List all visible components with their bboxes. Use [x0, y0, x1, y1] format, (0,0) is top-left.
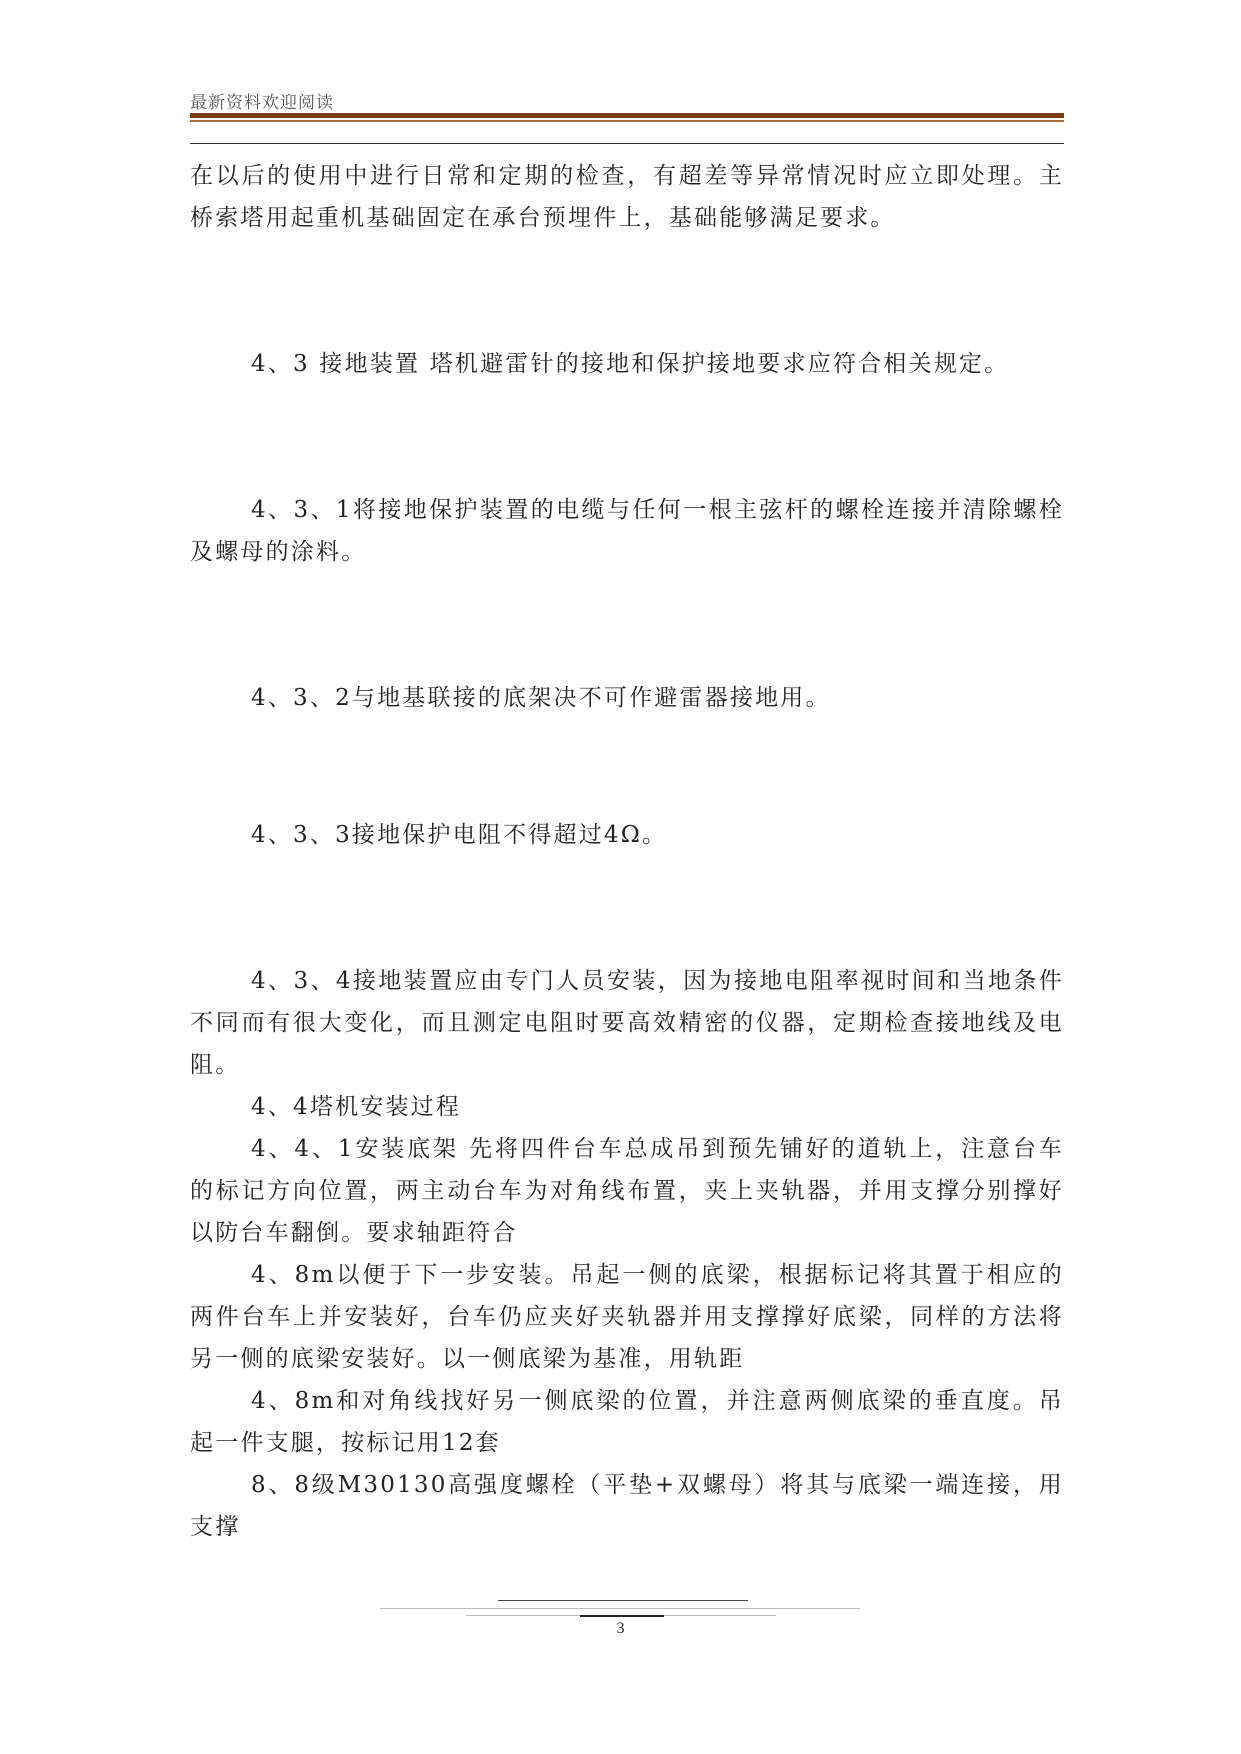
section-4-3-heading: 4、3 接地装置 塔机避雷针的接地和保护接地要求应符合相关规定。 [251, 351, 1010, 377]
paragraph-4-8m-a: 4、8m以便于下一步安装。吊起一侧的底梁，根据标记将其置于相应的两件台车上并安装好，台车仍应夹好夹轨器并用支撑撑好底梁，同样的方法将另一侧的底梁安装好。以一侧底梁为基准，用轨距 [190, 1262, 1064, 1372]
paragraph-4-8m-b: 4、8m和对角线找好另一侧底梁的位置，并注意两侧底梁的垂直度。吊起一件支腿，按标记用12套 [190, 1388, 1064, 1456]
paragraph-4-3-4: 4、3、4接地装置应由专门人员安装，因为接地电阻率视时间和当地条件不同而有很大变化，而且测定电阻时要高效精密的仪器，定期检查接地线及电阻。 [190, 968, 1064, 1078]
paragraph-4-3-3: 4、3、3接地保护电阻不得超过4Ω。 [251, 822, 668, 848]
header-rule-thick [190, 113, 1064, 118]
paragraph-4-3-1: 4、3、1将接地保护装置的电缆与任何一根主弦杆的螺栓连接并清除螺栓及螺母的涂料。 [190, 497, 1064, 565]
section-4-4-heading: 4、4塔机安装过程 [251, 1094, 462, 1120]
paragraph-4-4-1: 4、4、1安装底架 先将四件台车总成吊到预先铺好的道轨上，注意台车的标记方向位置，两主动台车为对角线布置，夹上夹轨器，并用支撑分别撑好以防台车翻倒。要求轴距符合 [190, 1136, 1064, 1246]
header-rule-bottom [190, 143, 1064, 144]
paragraph-4-3-2: 4、3、2与地基联接的底架决不可作避雷器接地用。 [251, 685, 831, 711]
paragraph-continuation: 在以后的使用中进行日常和定期的检查，有超差等异常情况时应立即处理。主桥索塔用起重机基础固定在承台预埋件上，基础能够满足要求。 [190, 163, 1064, 231]
page-number: 3 [616, 1620, 625, 1637]
footer-rule-1 [498, 1600, 748, 1601]
header-rule-thin [190, 120, 1064, 122]
page-body [190, 155, 1064, 1548]
footer-rule-2 [380, 1608, 860, 1609]
running-header: 最新资料欢迎阅读 [190, 93, 334, 113]
paragraph-8-8: 8、8级M30130高强度螺栓（平垫+双螺母）将其与底梁一端连接，用支撑 [190, 1472, 1064, 1540]
footer-rule-4 [580, 1615, 664, 1617]
